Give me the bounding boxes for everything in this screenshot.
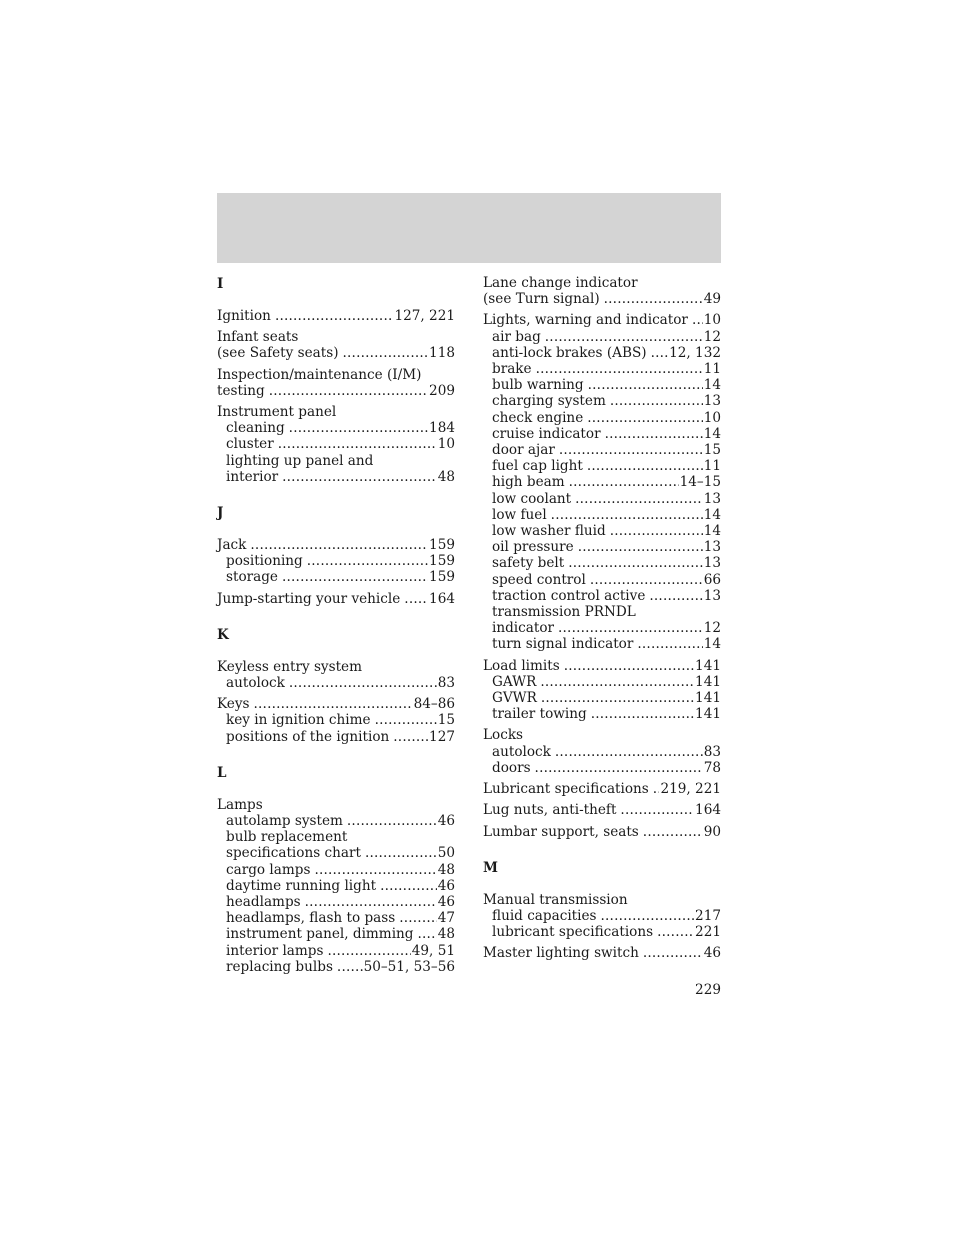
index-entry (217, 404, 455, 485)
page-reference: 141 (695, 657, 721, 674)
index-subentry (483, 908, 721, 924)
dot-leader (307, 553, 428, 569)
dot-leader (545, 329, 703, 345)
dot-leader (535, 760, 703, 776)
section-letter: K (217, 626, 229, 643)
dot-leader (365, 845, 437, 861)
entry-label: Jump-starting your vehicle (217, 590, 401, 607)
page-reference: 12, 132 (669, 344, 721, 361)
page-reference: 184 (429, 420, 455, 437)
dot-leader (578, 539, 703, 555)
page-reference: 219, 221 (660, 781, 721, 798)
index-subentry (217, 436, 455, 452)
index-subentry (483, 426, 721, 442)
index-entry (483, 802, 721, 818)
index-entry (483, 824, 721, 840)
index-term (217, 696, 455, 712)
index-column-right (483, 275, 721, 980)
page-reference: 14–15 (679, 474, 721, 491)
page-reference: 48 (437, 926, 455, 943)
index-subentry (217, 420, 455, 436)
entry-label: lubricant specifications (492, 924, 654, 941)
dot-leader (289, 675, 437, 691)
page-reference: 14 (703, 425, 721, 442)
page-reference: 50 (437, 845, 455, 862)
page-reference: 46 (437, 894, 455, 911)
index-subentry (483, 393, 721, 409)
index-section (483, 858, 721, 962)
entry-label: Master lighting switch (483, 945, 639, 962)
index-subentry (483, 458, 721, 474)
index-entry (483, 945, 721, 961)
page-reference: 159 (429, 569, 455, 586)
page-reference: 11 (703, 458, 721, 475)
index-term (217, 367, 455, 383)
entry-label: positions of the ignition (226, 728, 390, 745)
page-reference: 14 (703, 636, 721, 653)
index-subentry (483, 636, 721, 652)
index-subentry (483, 588, 721, 604)
index-entry (483, 892, 721, 941)
dot-leader (620, 802, 694, 818)
page-reference: 159 (429, 537, 455, 554)
index-subentry (483, 377, 721, 393)
page-reference: 15 (703, 442, 721, 459)
entry-label: Instrument panel (217, 404, 337, 421)
entry-label: fuel cap light (492, 458, 583, 475)
dot-leader (568, 555, 703, 571)
index-subentry (483, 539, 721, 555)
index-subentry (483, 507, 721, 523)
index-subentry (483, 442, 721, 458)
entry-label: doors (492, 759, 531, 776)
entry-label: storage (226, 569, 278, 586)
entry-label: Keys (217, 696, 250, 713)
entry-label: headlamps (226, 894, 301, 911)
page-reference: 13 (703, 490, 721, 507)
dot-leader (651, 345, 669, 361)
entry-label: anti-lock brakes (ABS) (492, 344, 647, 361)
index-subentry (483, 760, 721, 776)
index-section (217, 503, 455, 607)
entry-label: door ajar (492, 442, 555, 459)
entry-label: interior lamps (226, 942, 324, 959)
dot-leader (604, 291, 703, 307)
index-term (483, 781, 721, 797)
index-subentry (483, 620, 721, 636)
page-reference: 209 (429, 382, 455, 399)
dot-leader (275, 308, 394, 324)
dot-leader (569, 474, 679, 490)
entry-label: air bag (492, 328, 541, 345)
entry-label: Lane change indicator (483, 275, 638, 291)
entry-label: Lamps (217, 796, 263, 813)
index-term (483, 945, 721, 961)
index-column-left (217, 275, 455, 993)
entry-label: low fuel (492, 506, 547, 523)
index-subentry (483, 924, 721, 940)
index-subentry (483, 410, 721, 426)
index-subentry (217, 959, 455, 975)
dot-leader (327, 943, 410, 959)
index-term (483, 275, 721, 291)
index-term (217, 329, 455, 345)
index-subentry (483, 604, 721, 620)
entry-label: positioning (226, 553, 303, 570)
page-reference: 217 (695, 907, 721, 924)
header-band (217, 193, 721, 263)
entry-label: cleaning (226, 420, 285, 437)
index-section (483, 275, 721, 840)
page-reference: 15 (437, 712, 455, 729)
index-entry (217, 591, 455, 607)
index-subentry (483, 572, 721, 588)
entry-label: cluster (226, 436, 274, 453)
index-subentry (217, 712, 455, 728)
index-section (217, 625, 455, 745)
index-term (483, 892, 721, 908)
dot-leader (305, 894, 437, 910)
index-subentry (217, 943, 455, 959)
entry-label: cruise indicator (492, 425, 601, 442)
entry-label: (see Turn signal) (483, 291, 600, 308)
entry-label: instrument panel, dimming (226, 926, 414, 943)
entry-label: indicator (492, 620, 555, 637)
dot-leader (282, 569, 428, 585)
entry-label: Lug nuts, anti-theft (483, 802, 617, 819)
dot-leader (289, 420, 428, 436)
index-section (217, 763, 455, 975)
entry-label: Ignition (217, 308, 271, 324)
page-reference: 159 (429, 553, 455, 570)
entry-label: turn signal indicator (492, 636, 634, 653)
dot-leader (692, 312, 703, 328)
page-reference: 47 (437, 910, 455, 927)
entry-label: daytime running light (226, 877, 377, 894)
dot-leader (541, 690, 694, 706)
page-reference: 221 (695, 924, 721, 941)
entry-label: traction control active (492, 587, 646, 604)
dot-leader (536, 361, 703, 377)
index-subentry (483, 523, 721, 539)
page-reference: 46 (437, 813, 455, 830)
entry-label: replacing bulbs (226, 958, 333, 975)
dot-leader (540, 674, 694, 690)
entry-label: high beam (492, 474, 565, 491)
index-term (483, 824, 721, 840)
dot-leader (558, 620, 703, 636)
index-subentry (483, 706, 721, 722)
entry-label: Inspection/maintenance (I/M) (217, 366, 422, 383)
index-term (217, 404, 455, 420)
dot-leader (610, 523, 703, 539)
section-letter: L (217, 764, 227, 781)
page-reference: 141 (695, 706, 721, 723)
index-subentry (217, 829, 455, 845)
index-entry (483, 727, 721, 776)
entry-label: charging system (492, 393, 606, 410)
dot-leader (278, 436, 437, 452)
page-reference: 14 (703, 506, 721, 523)
dot-leader (649, 588, 702, 604)
entry-label: Load limits (483, 657, 560, 674)
index-subentry (483, 555, 721, 571)
page-reference: 78 (703, 759, 721, 776)
entry-label: autolamp system (226, 813, 343, 830)
entry-label: Lubricant specifications (483, 781, 649, 798)
index-subentry (483, 345, 721, 361)
entry-label: GVWR (492, 690, 537, 707)
dot-leader (653, 781, 660, 797)
page-reference: 90 (703, 823, 721, 840)
entry-label: bulb warning (492, 377, 584, 394)
index-subentry (217, 553, 455, 569)
index-term (483, 291, 721, 307)
dot-leader (399, 910, 436, 926)
entry-label: interior (226, 468, 279, 485)
dot-leader (337, 959, 363, 975)
index-subentry (217, 845, 455, 861)
entry-label: low washer fluid (492, 523, 606, 540)
entry-label: bulb replacement (226, 829, 348, 846)
entry-label: Lumbar support, seats (483, 823, 639, 840)
index-subentry (483, 690, 721, 706)
index-term (217, 797, 455, 813)
dot-leader (610, 393, 703, 409)
entry-label: speed control (492, 571, 586, 588)
dot-leader (254, 696, 413, 712)
page-reference: 14 (703, 377, 721, 394)
page-reference: 13 (703, 393, 721, 410)
index-subentry (483, 329, 721, 345)
entry-label: Lights, warning and indicator (483, 312, 688, 329)
dot-leader (587, 410, 702, 426)
page-reference: 10 (703, 312, 721, 329)
entry-label: safety belt (492, 555, 565, 572)
entry-label: low coolant (492, 490, 572, 507)
page-reference: 13 (703, 539, 721, 556)
dot-leader (314, 862, 436, 878)
index-subentry (483, 474, 721, 490)
dot-leader (269, 383, 428, 399)
index-subentry (217, 894, 455, 910)
entry-label: Locks (483, 727, 524, 744)
page-reference: 13 (703, 587, 721, 604)
index-subentry (217, 926, 455, 942)
page-reference: 66 (703, 571, 721, 588)
dot-leader (250, 537, 428, 553)
dot-leader (404, 591, 428, 607)
dot-leader (393, 729, 428, 745)
index-subentry (217, 862, 455, 878)
page-reference: 11 (703, 361, 721, 378)
entry-label: GAWR (492, 673, 537, 690)
entry-label: lighting up panel and (226, 452, 374, 469)
entry-label: autolock (492, 743, 551, 760)
index-entry (483, 275, 721, 307)
index-term (217, 345, 455, 361)
index-entry (217, 537, 455, 586)
page-reference: 14 (703, 523, 721, 540)
index-subentry (217, 910, 455, 926)
page-reference: 50–51, 53–56 (363, 958, 455, 975)
page-reference: 49 (703, 291, 721, 308)
index-entry (217, 329, 455, 361)
entry-label: headlamps, flash to pass (226, 910, 396, 927)
page-reference: 48 (437, 468, 455, 485)
page-reference: 83 (703, 743, 721, 760)
index-term (483, 802, 721, 818)
index-entry (217, 308, 455, 324)
page-reference: 164 (429, 590, 455, 607)
entry-label: key in ignition chime (226, 712, 371, 729)
dot-leader (418, 926, 437, 942)
dot-leader (643, 824, 703, 840)
index-entry (483, 781, 721, 797)
index-term (483, 727, 721, 743)
entry-label: trailer towing (492, 706, 587, 723)
page-reference: 127, 221 (394, 308, 455, 324)
entry-label: autolock (226, 675, 285, 692)
dot-leader (637, 636, 702, 652)
index-subentry (217, 729, 455, 745)
dot-leader (551, 507, 703, 523)
section-letter: M (483, 859, 498, 876)
index-term (217, 308, 455, 324)
index-term (483, 312, 721, 328)
entry-label: cargo lamps (226, 861, 311, 878)
page-reference: 118 (429, 345, 455, 362)
index-entry (217, 696, 455, 745)
section-letter: I (217, 276, 224, 292)
page-reference: 12 (703, 328, 721, 345)
index-subentry (483, 744, 721, 760)
page-reference: 12 (703, 620, 721, 637)
entry-label: (see Safety seats) (217, 345, 339, 362)
index-subentry (483, 674, 721, 690)
section-letter: J (217, 505, 224, 522)
dot-leader (575, 491, 703, 507)
dot-leader (601, 908, 695, 924)
dot-leader (590, 572, 703, 588)
entry-label: transmission PRNDL (492, 604, 636, 621)
index-term (217, 591, 455, 607)
entry-label: Jack (217, 537, 247, 554)
entry-label: testing (217, 382, 265, 399)
dot-leader (380, 878, 437, 894)
dot-leader (643, 945, 703, 961)
page-reference: 48 (437, 861, 455, 878)
page-reference: 10 (703, 409, 721, 426)
page-reference: 10 (437, 436, 455, 453)
entry-label: check engine (492, 409, 584, 426)
entry-label: brake (492, 361, 532, 378)
dot-leader (347, 813, 437, 829)
dot-leader (559, 442, 703, 458)
index-subentry (217, 878, 455, 894)
page-reference: 127 (429, 728, 455, 745)
page-reference: 141 (695, 690, 721, 707)
dot-leader (591, 706, 694, 722)
entry-label: specifications chart (226, 845, 361, 862)
dot-leader (282, 469, 437, 485)
index-term (483, 658, 721, 674)
index-term (217, 659, 455, 675)
index-subentry (217, 569, 455, 585)
index-term (217, 537, 455, 553)
page-reference: 83 (437, 675, 455, 692)
dot-leader (588, 377, 703, 393)
dot-leader (657, 924, 694, 940)
index-entry (483, 658, 721, 723)
index-term (217, 383, 455, 399)
index-entry (483, 312, 721, 652)
dot-leader (555, 744, 703, 760)
dot-leader (343, 345, 429, 361)
dot-leader (587, 458, 703, 474)
dot-leader (564, 658, 694, 674)
index-subentry (483, 361, 721, 377)
index-entry (217, 367, 455, 399)
page-reference: 141 (695, 673, 721, 690)
index-entry (217, 659, 455, 691)
page-reference: 13 (703, 555, 721, 572)
entry-label: Manual transmission (483, 891, 628, 908)
entry-label: oil pressure (492, 539, 574, 556)
entry-label: Infant seats (217, 329, 299, 346)
page-number: 229 (695, 982, 721, 998)
index-subentry (217, 469, 455, 485)
index-entry (217, 797, 455, 975)
page-reference: 46 (437, 877, 455, 894)
index-subentry (217, 453, 455, 469)
page-reference: 84–86 (413, 696, 455, 713)
page-reference: 49, 51 (411, 942, 455, 959)
dot-leader (605, 426, 703, 442)
dot-leader (375, 712, 437, 728)
entry-label: Keyless entry system (217, 658, 362, 675)
index-section (217, 275, 455, 485)
index-subentry (483, 491, 721, 507)
page-reference: 46 (703, 945, 721, 962)
page-reference: 164 (695, 802, 721, 819)
index-subentry (217, 675, 455, 691)
entry-label: fluid capacities (492, 907, 597, 924)
index-subentry (217, 813, 455, 829)
